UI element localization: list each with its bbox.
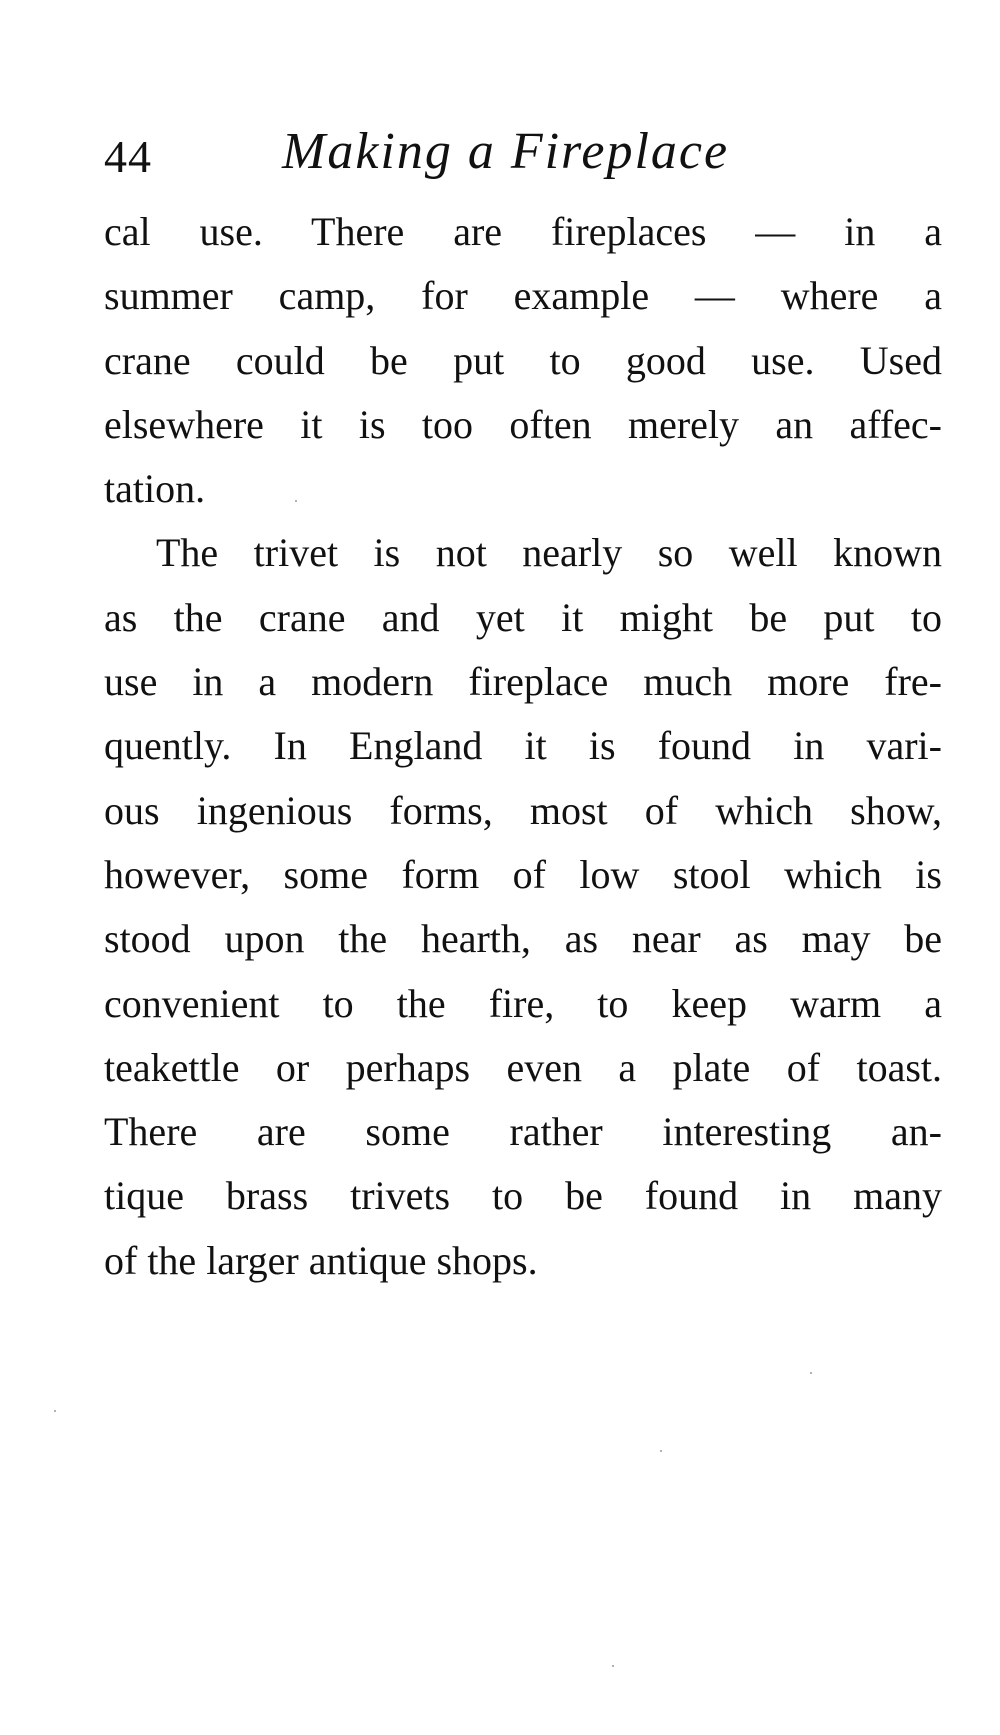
- page-number: 44: [104, 131, 152, 182]
- text-line: tique brass trivets to be found in many: [104, 1173, 942, 1219]
- text-line: summer camp, for example — where a: [104, 273, 942, 319]
- text-line: The trivet is not nearly so well known: [156, 530, 942, 576]
- scan-speck: [612, 1665, 614, 1667]
- text-line: convenient to the fire, to keep warm a: [104, 980, 942, 1026]
- text-line: tation.: [104, 466, 206, 512]
- text-line: teakettle or perhaps even a plate of toast.: [104, 1044, 942, 1090]
- text-line: cal use. There are fireplaces — in a: [104, 209, 942, 254]
- text-line: use in a modern fireplace much more fre-: [104, 659, 942, 705]
- running-header: [104, 118, 944, 198]
- text-line: stood upon the hearth, as near as may be: [104, 916, 942, 962]
- text-line: elsewhere it is too often merely an affec-: [104, 401, 942, 447]
- paragraph-2: [104, 521, 942, 1293]
- text-line: crane could be put to good use. Used: [104, 337, 942, 383]
- scan-speck: [810, 1372, 812, 1374]
- text-line: however, some form of low stool which is: [104, 851, 942, 897]
- running-title: Making a Fireplace: [282, 123, 730, 180]
- body-text: [104, 200, 942, 1293]
- paragraph-1: [104, 200, 942, 521]
- text-line: quently. In England it is found in vari-: [104, 723, 942, 769]
- scan-speck: [54, 1410, 56, 1412]
- scan-speck: [660, 1450, 662, 1452]
- text-line: as the crane and yet it might be put to: [104, 594, 942, 640]
- scan-speck: [295, 500, 297, 502]
- text-line: of the larger antique shops.: [104, 1237, 538, 1283]
- text-line: ous ingenious forms, most of which show,: [104, 787, 942, 833]
- text-line: There are some rather interesting an-: [104, 1109, 942, 1155]
